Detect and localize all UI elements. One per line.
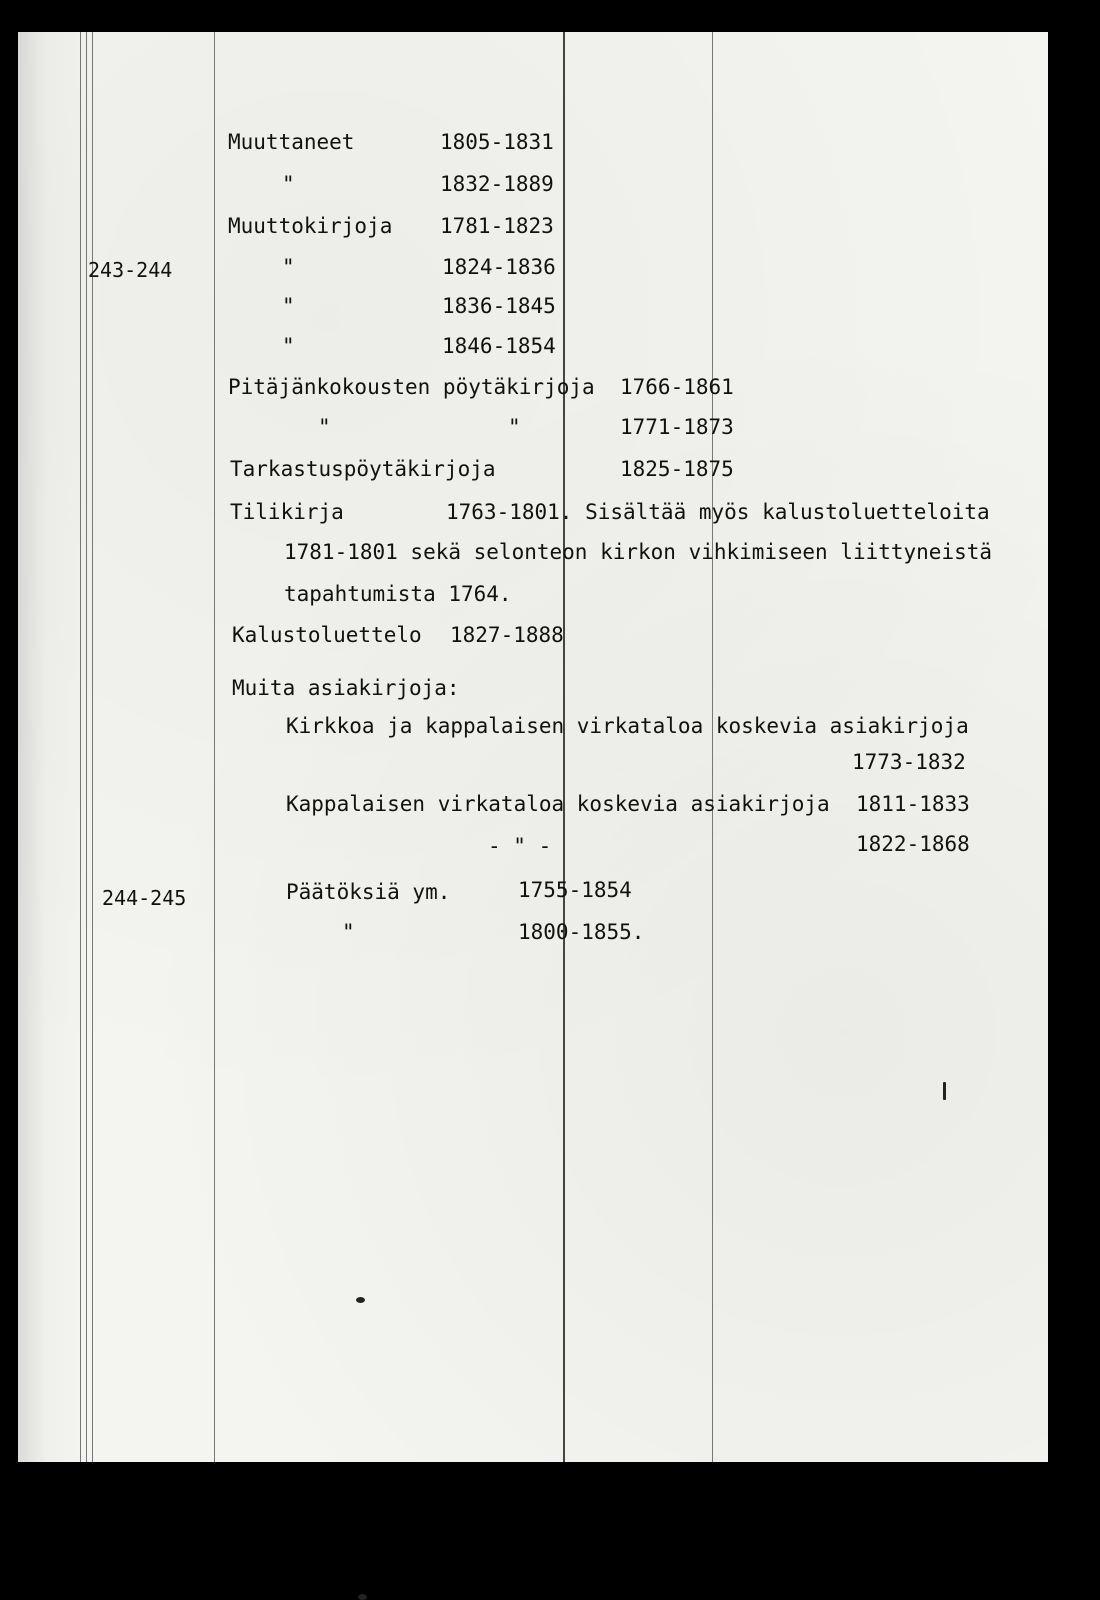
- entry-years: 1766-1861: [620, 375, 734, 399]
- entry-years: 1800-1855.: [518, 920, 645, 944]
- entry-years: 1811-1833: [856, 792, 970, 816]
- margin-reference: 243-244: [88, 258, 173, 282]
- fold-line: [712, 32, 713, 1462]
- binding-line: [86, 32, 87, 1462]
- ditto-mark: ": [508, 415, 521, 439]
- entry-years: 1825-1875: [620, 457, 734, 481]
- ditto-mark: ": [282, 294, 295, 318]
- ditto-mark: ": [282, 172, 295, 196]
- entry-label: Tilikirja: [230, 500, 344, 524]
- entry-years: 1824-1836: [442, 255, 556, 279]
- entry-text: 1781-1801 sekä selonteon kirkon vihkimiseen liittyneistä: [284, 540, 993, 564]
- entry-years: 1771-1873: [620, 415, 734, 439]
- ditto-mark: ": [342, 920, 355, 944]
- entry-label: Kalustoluettelo: [232, 623, 422, 647]
- entry-label: Pitäjänkokousten pöytäkirjoja: [228, 375, 595, 399]
- ditto-mark: ": [282, 255, 295, 279]
- entry-years: 1805-1831: [440, 130, 554, 154]
- entry-years: 1836-1845: [442, 294, 556, 318]
- ink-speck: [358, 1594, 367, 1600]
- entry-text: 1763-1801. Sisältää myös kalustoluetteloita: [446, 500, 990, 524]
- entry-years: 1822-1868: [856, 832, 970, 856]
- binding-line: [80, 32, 81, 1462]
- fold-line: [214, 32, 215, 1462]
- entry-text: Kirkkoa ja kappalaisen virkataloa koskevia asiakirjoja: [286, 714, 969, 738]
- page-edge-shadow: [18, 32, 88, 1462]
- document-page: [18, 32, 1048, 1462]
- entry-years: 1832-1889: [440, 172, 554, 196]
- margin-reference: 244-245: [102, 886, 187, 910]
- ditto-mark: - " -: [488, 834, 552, 858]
- entry-years: 1827-1888: [450, 623, 564, 647]
- fold-line: [563, 32, 565, 1462]
- entry-years: 1846-1854: [442, 334, 556, 358]
- section-heading: Muita asiakirjoja:: [232, 676, 460, 700]
- entry-years: 1773-1832: [852, 750, 966, 774]
- entry-text: Kappalaisen virkataloa koskevia asiakirjoja: [286, 792, 830, 816]
- entry-label: Muuttaneet: [228, 130, 355, 154]
- ditto-mark: ": [282, 334, 295, 358]
- entry-label: Päätöksiä ym.: [286, 880, 451, 904]
- entry-years: 1781-1823: [440, 214, 554, 238]
- entry-text: tapahtumista 1764.: [284, 582, 512, 606]
- ditto-mark: ": [318, 415, 331, 439]
- entry-label: Muuttokirjoja: [228, 214, 393, 238]
- binding-line: [92, 32, 93, 1462]
- ink-speck: [356, 1297, 365, 1303]
- entry-label: Tarkastuspöytäkirjoja: [230, 457, 496, 481]
- entry-years: 1755-1854: [518, 878, 632, 902]
- ink-mark: [943, 1082, 946, 1100]
